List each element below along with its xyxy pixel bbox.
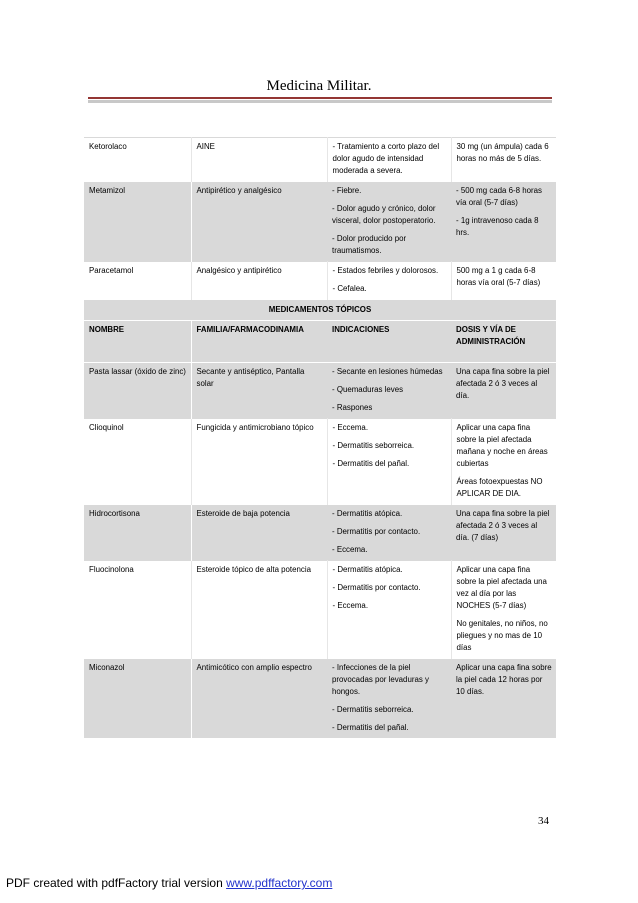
drug-name-cell: Pasta lassar (óxido de zinc) [84, 363, 191, 419]
column-header-name: NOMBRE [84, 321, 191, 363]
indications-cell [327, 138, 451, 182]
dose-line: Una capa fina sobre la piel afectada 2 ó 3 veces al día. (7 días) [456, 509, 550, 542]
column-header-indications: INDICACIONES [327, 321, 451, 363]
page-header-title: Medicina Militar. [266, 78, 372, 94]
section-title: MEDICAMENTOS TÓPICOS [84, 300, 556, 321]
dose-cell [451, 561, 556, 659]
indications-line: - Dermatitis atópica. [332, 509, 403, 518]
dose-line: 30 mg (un ámpula) cada 6 horas no más de 5 días. [456, 142, 549, 163]
drug-name-cell: Fluocinolona [84, 561, 191, 659]
indications-cell [327, 262, 451, 300]
dose-cell [451, 138, 556, 182]
drug-name-cell: Miconazol [84, 659, 191, 739]
indications-line: - Dermatitis atópica. [332, 565, 403, 574]
table-row [84, 182, 556, 262]
indications-line: - Dermatitis seborreica. [332, 705, 414, 714]
dose-line: - 500 mg cada 6-8 horas vía oral (5-7 días) [456, 186, 542, 207]
header-rule [88, 97, 552, 99]
column-header-row [84, 321, 556, 363]
dose-line: Aplicar una capa fina sobre la piel afectada una vez al día por las NOCHES (5-7 días) [456, 565, 547, 610]
indications-line: - Dolor agudo y crónico, dolor visceral, dolor postoperatorio. [332, 204, 436, 225]
drug-name-cell: Hidrocortisona [84, 505, 191, 561]
indications-line: - Secante en lesiones húmedas [332, 367, 443, 376]
family-cell: Analgésico y antipirético [191, 262, 327, 300]
family-cell: Fungicida y antimicrobiano tópico [191, 419, 327, 505]
indications-line: - Dermatitis seborreica. [332, 441, 415, 450]
indications-line: - Quemaduras leves [332, 385, 404, 394]
indications-line: - Dermatitis del pañal. [332, 459, 410, 468]
indications-cell [327, 561, 451, 659]
table-row [84, 561, 556, 659]
column-header-family: FAMILIA/FARMACODINAMIA [191, 321, 327, 363]
family-cell: Esteroide tópico de alta potencia [191, 561, 327, 659]
drug-name-cell: Paracetamol [84, 262, 191, 300]
drug-name-cell: Ketorolaco [84, 138, 191, 182]
dose-line: Aplicar una capa fina sobre la piel cada 12 horas por 10 días. [456, 663, 552, 696]
family-cell: Antimicótico con amplio espectro [191, 659, 327, 739]
table-row [84, 505, 556, 561]
family-cell: Antipirético y analgésico [191, 182, 327, 262]
indications-cell [327, 363, 451, 419]
footer-text: PDF created with pdfFactory trial version [6, 876, 227, 890]
family-cell: Secante y antiséptico, Pantalla solar [191, 363, 327, 419]
dose-line: Áreas fotoexpuestas NO APLICAR DE DIA. [456, 477, 543, 498]
table-row [84, 363, 556, 419]
drug-name-cell: Metamizol [84, 182, 191, 262]
indications-line: - Raspones [332, 403, 373, 412]
indications-cell [327, 419, 451, 505]
indications-line: - Fiebre. [332, 186, 362, 195]
dose-cell [451, 262, 556, 300]
table-row [84, 138, 556, 182]
indications-cell [327, 182, 451, 262]
indications-line: - Dolor producido por traumatismos. [332, 234, 407, 255]
dose-line: - 1g intravenoso cada 8 hrs. [456, 216, 539, 237]
family-cell: AINE [191, 138, 327, 182]
footer-link[interactable]: www.pdffactory.com [226, 876, 333, 890]
indications-line: - Infecciones de la piel provocadas por levaduras y hongos. [332, 663, 429, 696]
table-row [84, 419, 556, 505]
table-row [84, 262, 556, 300]
indications-line: - Dermatitis por contacto. [332, 527, 421, 536]
column-header-dose: DOSIS Y VÍA DE ADMINISTRACIÓN [451, 321, 556, 363]
indications-line: - Tratamiento a corto plazo del dolor agudo de intensidad moderada a severa. [332, 142, 440, 175]
indications-line: - Estados febriles y dolorosos. [332, 266, 439, 275]
header-rule-shadow [88, 100, 552, 103]
indications-line: - Eccema. [332, 423, 369, 432]
section-title-row [84, 300, 556, 321]
indications-line: - Eccema. [332, 545, 368, 554]
drug-name-cell: Clioquinol [84, 419, 191, 505]
dose-cell [451, 659, 556, 739]
dose-line: Aplicar una capa fina sobre la piel afectada mañana y noche en áreas cubiertas [456, 423, 548, 468]
dose-cell [451, 505, 556, 561]
page-number: 34 [538, 815, 549, 827]
pdf-footer [6, 876, 332, 890]
indications-line: - Dermatitis por contacto. [332, 583, 421, 592]
dose-cell [451, 182, 556, 262]
indications-line: - Dermatitis del pañal. [332, 723, 409, 732]
indications-line: - Cefalea. [332, 284, 367, 293]
indications-line: - Eccema. [332, 601, 369, 610]
table-row [84, 659, 556, 739]
indications-cell [327, 659, 451, 739]
dose-line: No genitales, no niños, no pliegues y no mas de 10 días [456, 619, 548, 652]
dose-cell [451, 419, 556, 505]
dose-cell [451, 363, 556, 419]
dose-line: 500 mg a 1 g cada 6-8 horas vía oral (5-7 días) [456, 266, 541, 287]
dose-line: Una capa fina sobre la piel afectada 2 ó 3 veces al día. [456, 367, 550, 400]
family-cell: Esteroide de baja potencia [191, 505, 327, 561]
indications-cell [327, 505, 451, 561]
medication-table [84, 137, 556, 738]
